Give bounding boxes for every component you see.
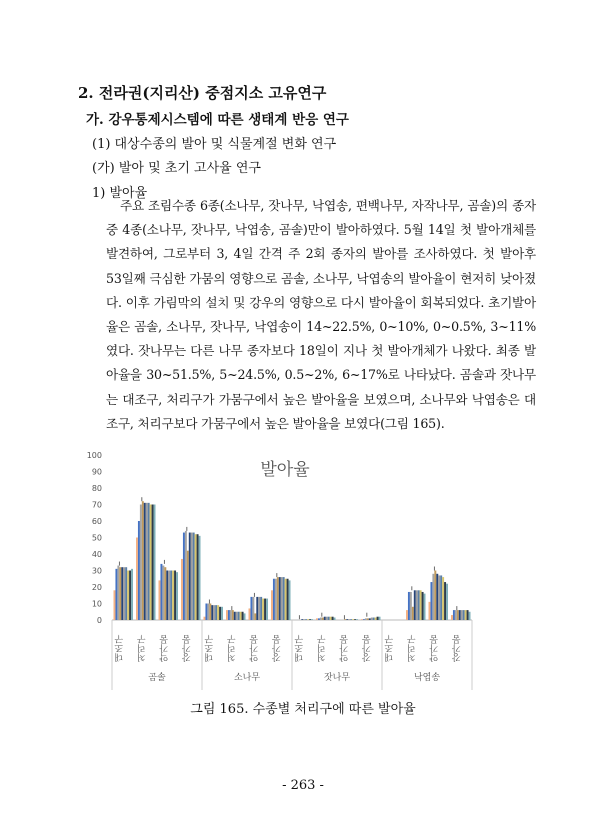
bar [195, 534, 197, 620]
bar [356, 619, 358, 620]
bar [236, 612, 238, 620]
chart-title: 발아율 [260, 460, 310, 480]
category-label: 약가뭄 [160, 635, 171, 662]
bar [215, 605, 217, 620]
bar [436, 574, 438, 620]
category-label: 강가뭄 [362, 635, 373, 662]
section-heading: 2. 전라권(지리산) 중점지소 고유연구 [78, 84, 327, 102]
bar [326, 617, 328, 620]
bar [152, 505, 154, 621]
bar [185, 531, 187, 620]
bar [240, 612, 242, 620]
bar [238, 612, 240, 620]
germination-rate-chart [80, 445, 480, 695]
bar [332, 617, 334, 620]
bar [330, 617, 332, 620]
bar [350, 619, 352, 620]
bar [281, 577, 283, 620]
category-label: 약가뭄 [250, 635, 261, 662]
bar [440, 575, 442, 620]
bar [121, 567, 123, 620]
bar [416, 590, 418, 620]
body-paragraph: 주요 조림수종 6종(소나무, 잣나무, 낙엽송, 편백나무, 자작나무, 곰솔)의 종자 중 4종(소나무, 잣나무, 낙엽송, 곰솔)만이 발아하였다. 5월 14일 첫 발아개체를 발견하여, 그로부터 3, 4일 간격 주 2회 종자의 발아를 조사하였다. 첫 발아후 53일째 극심한 가뭄의 영향으로 곰솔, 소나무, 낙엽송의 발아율이 현저히 낮아졌다. 이후 가림막의 설치 및 강우의 영향으로 다시 발아율이 회복되었다. 초기발아율은 곰솔, 소나무, 잣나무, 낙엽송이 14~22.5%, 0~10%, 0~0.5%, 3~11%였다. 잣나무는 다른 나무 종자보다 18일이 지나 첫 발아개체가 나왔다. 최종 발아율을 30~51.5%, 5~24.5%, 0.5~2%, 6~17%로 나타났다. 곰솔과 잣나무는 대조구, 처리구가 가뭄구에서 높은 발아율을 보였으며, 소나무와 낙엽송은 대조구, 처리구보다 가뭄구에서 높은 발아율을 보였다(그림 165). [106, 198, 536, 431]
bar [408, 592, 410, 620]
bar [311, 619, 313, 620]
bar [230, 610, 232, 620]
bar [285, 579, 287, 620]
bar [252, 597, 254, 620]
category-label: 약가뭄 [340, 635, 351, 662]
group-label: 잣나무 [323, 673, 351, 683]
bar [434, 571, 436, 621]
bar [260, 597, 262, 620]
bar [455, 610, 457, 620]
bar [136, 538, 138, 621]
bar [289, 580, 291, 620]
bar [154, 505, 156, 621]
y-tick-label: 40 [91, 550, 102, 559]
bar [127, 571, 129, 621]
bar [244, 613, 246, 620]
bar [309, 619, 311, 620]
bar [232, 610, 234, 620]
bar [287, 579, 289, 620]
y-tick-label: 100 [86, 451, 102, 460]
category-label: 대조구 [115, 635, 126, 662]
y-tick-label: 30 [91, 566, 102, 576]
bar [365, 618, 367, 620]
bar [176, 572, 178, 620]
item-heading: 1) 발아율 [92, 186, 148, 201]
category-label: 처리구 [227, 635, 238, 662]
bar [150, 505, 152, 621]
bar [361, 619, 363, 620]
bar [164, 567, 166, 620]
bar [249, 608, 251, 620]
bar [307, 619, 309, 620]
bar [277, 577, 279, 620]
bar [266, 599, 268, 620]
bar [123, 567, 125, 620]
bar [119, 567, 121, 620]
bar [412, 607, 414, 620]
bar [129, 571, 131, 621]
group-label: 곰솔 [148, 673, 166, 683]
bar [219, 607, 221, 620]
page-number: - 263 - [282, 778, 324, 793]
y-tick-label: 80 [91, 484, 102, 493]
bar [410, 592, 412, 620]
bar [189, 533, 191, 620]
bar [264, 599, 266, 620]
bar [418, 590, 420, 620]
bar [271, 590, 273, 620]
bar [301, 619, 303, 620]
bar [117, 566, 119, 620]
figure-caption: 그림 165. 수종별 처리구에 따른 발아율 [190, 702, 416, 717]
bar [373, 618, 375, 620]
bar [322, 618, 324, 620]
bar [379, 617, 381, 620]
bar [181, 559, 183, 620]
bar [254, 613, 256, 620]
bar [344, 619, 346, 620]
bar [221, 607, 223, 620]
bar [453, 610, 455, 620]
bar [459, 610, 461, 620]
bar [197, 534, 199, 620]
bar [283, 577, 285, 620]
y-tick-label: 0 [96, 616, 102, 625]
bar [432, 574, 434, 620]
y-tick-label: 50 [91, 533, 102, 543]
bar [217, 605, 219, 620]
bar [461, 610, 463, 620]
bar [144, 503, 146, 620]
bar [463, 610, 465, 620]
bar [363, 619, 365, 620]
bar [320, 618, 322, 620]
bar [146, 503, 148, 620]
bar [414, 590, 416, 620]
bar [348, 619, 350, 620]
bar [422, 592, 424, 620]
bar [242, 612, 244, 620]
bar [305, 619, 307, 620]
y-tick-label: 10 [91, 599, 102, 609]
bar [465, 610, 467, 620]
bar [168, 571, 170, 621]
bar [199, 536, 201, 620]
bar [406, 610, 408, 620]
bar [377, 617, 379, 620]
bar [228, 610, 230, 620]
bar [114, 590, 116, 620]
bar [174, 571, 176, 621]
bar [451, 615, 453, 620]
bar [204, 617, 206, 620]
bar [115, 569, 117, 620]
bar [369, 618, 371, 620]
bar [328, 617, 330, 620]
bar [442, 577, 444, 620]
bar [138, 521, 140, 620]
bar [316, 618, 318, 620]
category-label: 약가뭄 [430, 635, 441, 662]
bar [258, 597, 260, 620]
bar [187, 551, 189, 620]
bar [250, 597, 252, 620]
bar [469, 612, 471, 620]
bar [131, 569, 133, 620]
bar [444, 582, 446, 620]
bar [318, 618, 320, 620]
category-label: 대조구 [385, 635, 396, 662]
bar [457, 610, 459, 620]
y-tick-label: 20 [91, 583, 102, 592]
category-label: 처리구 [137, 635, 148, 662]
bar [166, 571, 168, 621]
bar [205, 604, 207, 621]
bar [142, 501, 144, 620]
bar [193, 533, 195, 620]
bar [162, 566, 164, 620]
bar [160, 564, 162, 620]
bar [234, 612, 236, 620]
category-label: 강가뭄 [272, 635, 283, 662]
bar [125, 567, 127, 620]
category-label: 처리구 [407, 635, 418, 662]
bar [170, 571, 172, 621]
category-label: 처리구 [317, 635, 328, 662]
bar [334, 618, 336, 620]
bar [209, 604, 211, 621]
bar [226, 610, 228, 620]
bar [213, 605, 215, 620]
bar [148, 503, 150, 620]
bar [191, 533, 193, 620]
bar [279, 577, 281, 620]
bar [324, 617, 326, 620]
bar [183, 533, 185, 620]
bar [303, 619, 305, 620]
group-label: 낙엽송 [413, 673, 441, 683]
bar [172, 571, 174, 621]
bar [467, 610, 469, 620]
y-tick-label: 90 [91, 467, 102, 477]
sub-subsection-heading: (1) 대상수종의 발아 및 식물계절 변화 연구 [92, 137, 337, 152]
bar [424, 594, 426, 620]
bar [140, 505, 142, 621]
bar [352, 619, 354, 620]
category-label: 대조구 [205, 635, 216, 662]
bar [346, 619, 348, 620]
bar [256, 597, 258, 620]
bar [159, 580, 161, 620]
topic-heading: (가) 발아 및 초기 고사율 연구 [92, 161, 261, 176]
bar [354, 619, 356, 620]
bar [446, 584, 448, 620]
category-label: 강가뭄 [452, 635, 463, 662]
category-label: 대조구 [295, 635, 306, 662]
bar [273, 579, 275, 620]
y-tick-label: 60 [91, 517, 102, 526]
bar [429, 602, 431, 620]
bar [375, 618, 377, 620]
bar [207, 604, 209, 621]
bar [211, 605, 213, 620]
bar [367, 618, 369, 620]
bar [430, 582, 432, 620]
subsection-heading: 가. 강우통제시스템에 따른 생태계 반응 연구 [86, 112, 349, 128]
category-label: 강가뭄 [182, 635, 193, 662]
group-label: 소나무 [233, 673, 261, 683]
bar [262, 599, 264, 620]
bar [275, 579, 277, 620]
y-tick-label: 70 [91, 500, 102, 510]
bar [438, 575, 440, 620]
bar [420, 590, 422, 620]
bar [371, 618, 373, 620]
